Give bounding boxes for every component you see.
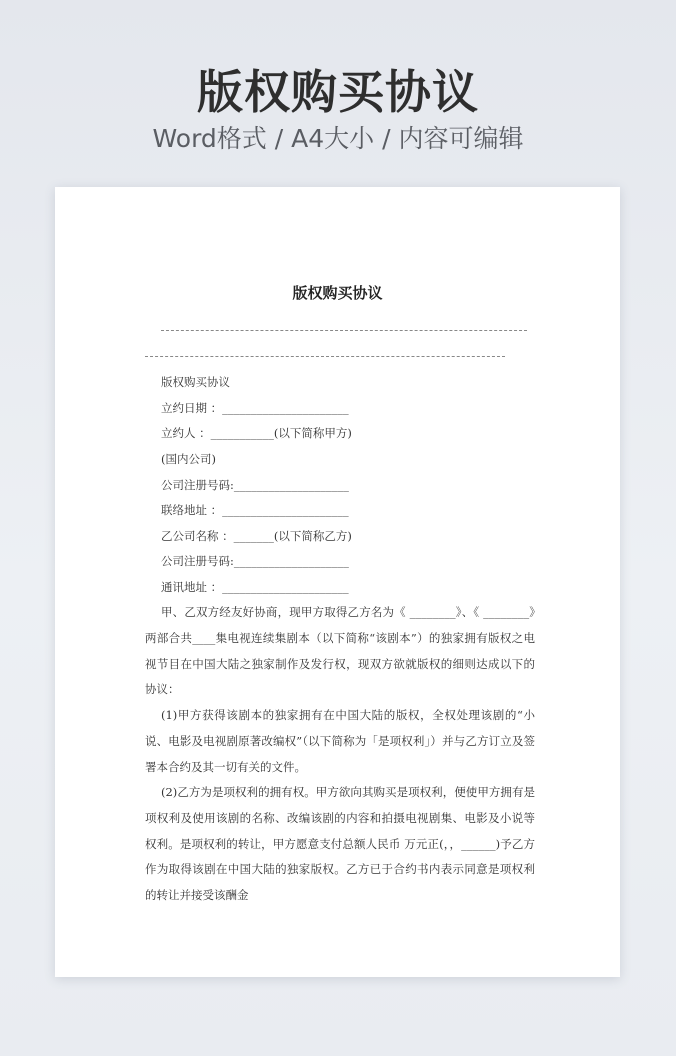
signing-date-field: 立约日期 ：______________________: [161, 401, 349, 415]
party-a-address-field: 联络地址 ：______________________: [161, 503, 349, 517]
banner-subtitle: Word格式 / A4大小 / 内容可编辑: [152, 124, 524, 153]
separator-line-1: [161, 330, 527, 331]
paragraph-intro: 甲、乙双方经友好协商，现甲方取得乙方名为《 ________》、《 ________》两部合共____集电视连续集剧本（以下简称“该剧本”）的独家拥有版权之电视节目在中国大陆之独家制作及发行权，现双方欲就版权的细则达成以下的协议：: [145, 605, 535, 697]
paragraph-clause-2: (2)乙方为是项权利的拥有权。甲方欲向其购买是项权利，便使甲方拥有是项权利及使用该剧的名称、改编该剧的内容和拍摄电视剧集、电影及小说等权利。是项权利的转让，甲方愿意支付总额人民币 万元正(，，______)予乙方作为取得该剧在中国大陆的独家版权。乙方已于合约书内表示同意是项权利的转让并接受该酬金: [145, 785, 535, 903]
party-b-address-field: 通讯地址 ：______________________: [161, 580, 349, 594]
paragraph-clause-1: (1)甲方获得该剧本的独家拥有在中国大陆的版权，全权处理该剧的“小说、电影及电视剧原著改编权”（以下简称为「是项权利」）并与乙方订立及签署本合约及其一切有关的文件。: [145, 708, 535, 774]
separator-line-2: [145, 356, 505, 357]
document-page: [55, 187, 620, 977]
party-a-registration-field: 公司注册号码:____________________: [161, 478, 349, 492]
party-a-field: 立约人 ：___________(以下简称甲方): [161, 426, 352, 440]
agreement-heading: 版权购买协议: [161, 375, 230, 389]
party-b-registration-field: 公司注册号码:____________________: [161, 554, 349, 568]
document-title: 版权购买协议: [292, 284, 383, 302]
domestic-company-note: (国内公司): [161, 452, 216, 466]
party-b-name-field: 乙公司名称 ：_______(以下简称乙方): [161, 529, 352, 543]
banner-title: 版权购买协议: [197, 65, 479, 119]
